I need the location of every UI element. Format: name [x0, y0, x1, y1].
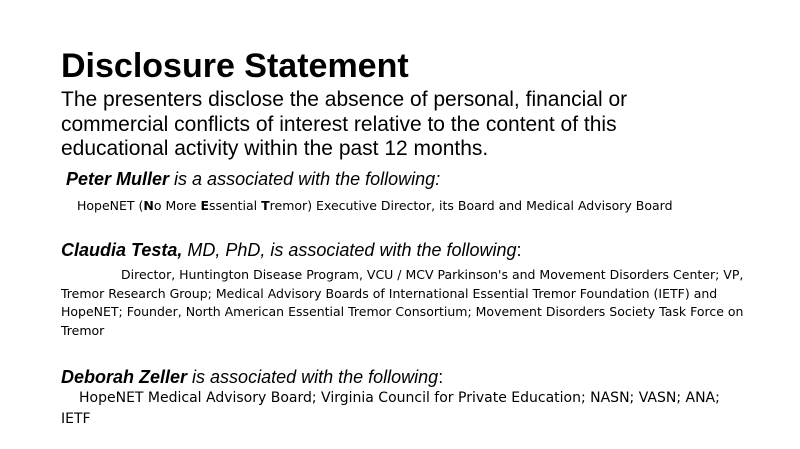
slide-title: Disclosure Statement: [61, 47, 409, 85]
detail-text: HopeNET (: [77, 198, 144, 213]
person-detail-peter-muller: [77, 197, 673, 216]
colon: :: [438, 367, 444, 387]
person-heading-claudia-testa: [61, 239, 522, 261]
person-name: Peter Muller: [66, 169, 170, 189]
detail-acronym-letter: N: [143, 198, 154, 213]
detail-text: remor) Executive Director, its Board and Medical Advisory Board: [269, 198, 673, 213]
association-text: is a associated with the following:: [169, 169, 441, 189]
person-detail-deborah-zeller: HopeNET Medical Advisory Board; Virginia Council for Private Education; NASN; VASN; ANA; IETF: [61, 390, 720, 427]
person-name: Claudia Testa,: [61, 240, 183, 260]
person-heading-deborah-zeller: [61, 366, 443, 388]
association-text: is associated with the following: [187, 367, 439, 387]
person-name: Deborah Zeller: [61, 367, 188, 387]
detail-text: ssential: [209, 198, 262, 213]
person-heading-peter-muller: [66, 168, 440, 190]
association-text: MD, PhD, is associated with the following: [182, 240, 517, 260]
colon: :: [516, 240, 522, 260]
detail-text: o More: [153, 198, 201, 213]
detail-acronym-letter: E: [200, 198, 210, 213]
person-detail-claudia-testa: Director, Huntington Disease Program, VCU / MCV Parkinson's and Movement Disorders Center; VP, Tremor Research Group; Medical Advisory Boards of International Essential Tremor Foundation (IETF) and HopeNET; Founder, North American Essential Tremor Consortium; Movement Disorders Society Task Force on Tremor: [61, 267, 744, 338]
intro-paragraph: The presenters disclose the absence of personal, financial or commercial conflicts of interest relative to the content of this educational activity within the past 12 months.: [61, 88, 628, 160]
detail-acronym-letter: T: [261, 198, 270, 213]
